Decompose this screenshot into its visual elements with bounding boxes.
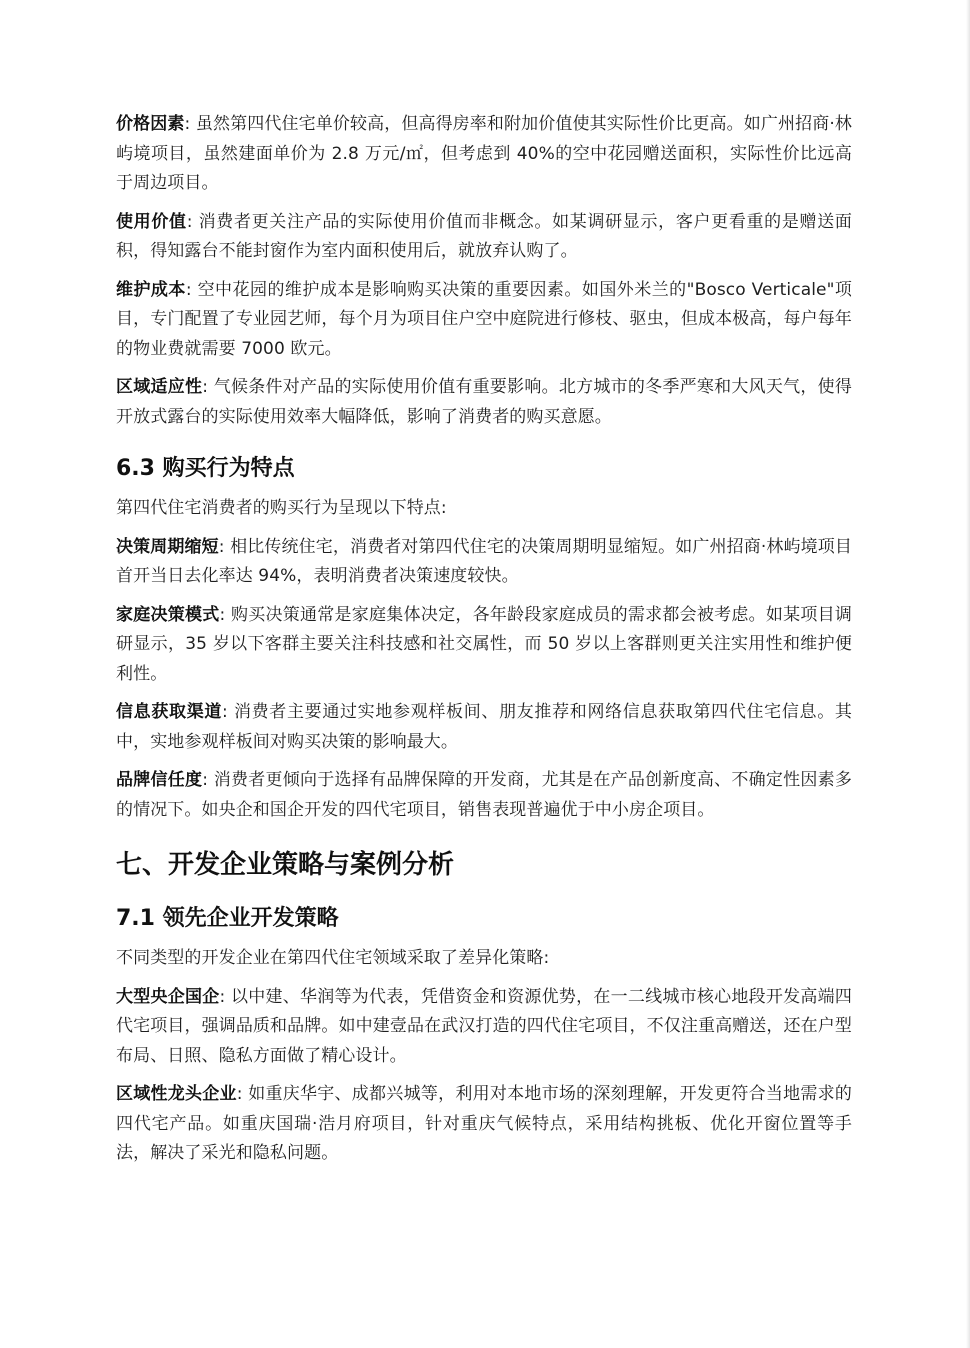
page-edge-shadow [966, 0, 970, 1348]
paragraph-intro-6-3: 第四代住宅消费者的购买行为呈现以下特点: [116, 498, 447, 518]
term-text: 消费者更倾向于选择有品牌保障的开发商，尤其是在产品创新度高、不确定性因素多的情况下。如央企和国企开发的四代宅项目，销售表现普遍优于中小房企项目。 [116, 770, 853, 820]
page-content [116, 110, 852, 1178]
term-label: 大型央企国企 [116, 986, 220, 1007]
term-label: 维护成本 [116, 279, 186, 300]
term-label: 品牌信任度 [116, 770, 203, 790]
term-separator: : [219, 986, 232, 1007]
paragraph-maintenance-cost [116, 276, 852, 365]
paragraph-use-value [116, 208, 852, 267]
term-text: 购买决策通常是家庭集体决定，各年龄段家庭成员的需求都会被考虑。如某项目调研显示，35 岁以下客群主要关注科技感和社交属性，而 50 岁以上客群则更关注实用性和维护便利性。 [116, 604, 852, 684]
term-text: 消费者更关注产品的实际使用价值而非概念。如某调研显示，客户更看重的是赠送面积，得知露台不能封窗作为室内面积使用后，就放弃认购了。 [116, 211, 852, 261]
term-separator: : [219, 604, 232, 625]
section-heading-7-1: 7.1 领先企业开发策略 [116, 906, 339, 931]
term-label: 价格因素 [116, 114, 185, 134]
chapter-heading-7: 七、开发企业策略与案例分析 [116, 850, 455, 880]
term-text: 消费者主要通过实地参观样板间、朋友推荐和网络信息获取第四代住宅信息。其中，实地参观样板间对购买决策的影响最大。 [116, 702, 852, 752]
paragraph-family-decision [116, 601, 852, 690]
term-text: 以中建、华润等为代表，凭借资金和资源优势，在一二线城市核心地段开发高端四代宅项目，强调品质和品牌。如中建壹品在武汉打造的四代住宅项目，不仅注重高赠送，还在户型布局、日照、隐私方面做了精心设计。 [116, 986, 852, 1066]
term-label: 区域性龙头企业 [116, 1084, 237, 1104]
term-text: 虽然第四代住宅单价较高，但高得房率和附加价值使其实际性价比更高。如广州招商·林屿境项目，虽然建面单价为 2.8 万元/㎡，但考虑到 40%的空中花园赠送面积，实际性价比远高于周边项目。 [116, 114, 852, 193]
term-separator: : [186, 211, 199, 232]
section-heading-6-3: 6.3 购买行为特点 [116, 456, 295, 481]
term-text: 气候条件对产品的实际使用价值有重要影响。北方城市的冬季严寒和大风天气，使得开放式露台的实际使用效率大幅降低，影响了消费者的购买意愿。 [116, 377, 853, 427]
term-label: 家庭决策模式 [116, 604, 220, 625]
term-separator: : [222, 702, 234, 722]
paragraph-regional-leader [116, 1080, 852, 1169]
term-separator: : [236, 1084, 249, 1104]
term-separator: : [184, 114, 196, 134]
term-separator: : [202, 770, 214, 790]
term-label: 使用价值 [116, 211, 187, 232]
paragraph-decision-cycle [116, 533, 852, 592]
term-separator: : [202, 377, 214, 397]
term-text: 如重庆华宇、成都兴城等，利用对本地市场的深刻理解，开发更符合当地需求的四代宅产品。如重庆国瑞·浩月府项目，针对重庆气候特点，采用结构挑板、优化开窗位置等手法，解决了采光和隐私问题。 [116, 1084, 853, 1163]
term-separator: : [218, 536, 231, 557]
paragraph-brand-trust [116, 766, 852, 825]
paragraph-price-factor [116, 110, 852, 199]
term-text: 相比传统住宅，消费者对第四代住宅的决策周期明显缩短。如广州招商·林屿境项目首开当日去化率达 94%，表明消费者决策速度较快。 [116, 536, 852, 586]
paragraph-info-channels [116, 698, 852, 757]
paragraph-central-soe [116, 983, 852, 1072]
paragraph-regional-adaptability [116, 373, 852, 432]
term-separator: : [185, 279, 198, 300]
term-text: 空中花园的维护成本是影响购买决策的重要因素。如国外米兰的"Bosco Verticale"项目，专门配置了专业园艺师，每个月为项目住户空中庭院进行修枝、驱虫，但成本极高，每户每年的物业费就需要 7000 欧元。 [116, 279, 852, 359]
term-label: 信息获取渠道 [116, 702, 223, 722]
paragraph-intro-7-1: 不同类型的开发企业在第四代住宅领域采取了差异化策略: [116, 948, 550, 968]
term-label: 决策周期缩短 [116, 536, 219, 557]
term-label: 区域适应性 [116, 377, 203, 397]
